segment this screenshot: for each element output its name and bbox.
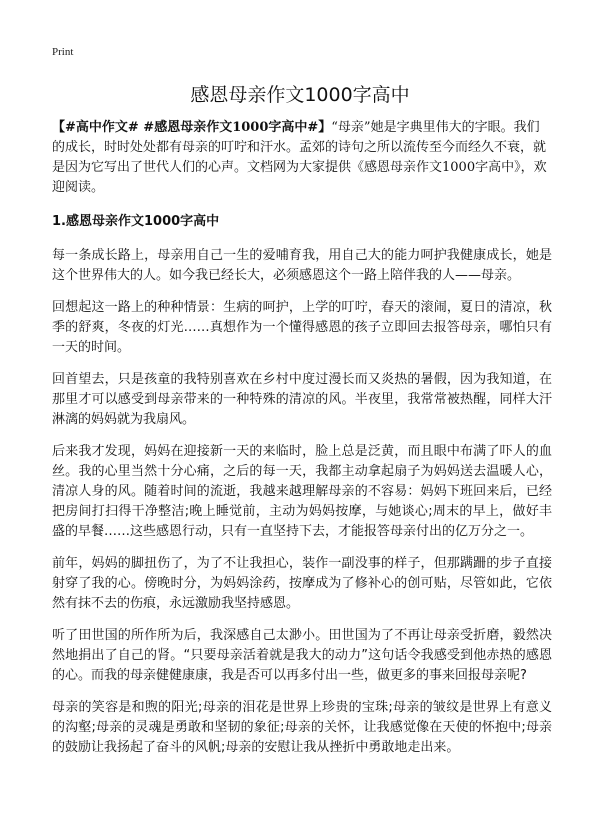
page-title: 感恩母亲作文1000字高中: [190, 84, 410, 106]
paragraph-3: 回首望去，只是孩童的我特别喜欢在乡村中度过漫长而又炎热的暑假，因为我知道，在那里才可以感受到母亲带来的一种特殊的清凉的风。半夜里，我常常被热醒，同样大汗淋漓的妈妈就为我扇风。: [52, 372, 552, 427]
paragraph-5: 前年，妈妈的脚扭伤了，为了不让我担心，装作一副没事的样子，但那蹒跚的步子直接射穿了我的心。傍晚时分，为妈妈涂药，按摩成为了修补心的创可贴，尽管如此，它依然有抹不去的伤痕，永远激励我坚持感恩。: [52, 556, 552, 611]
section-heading: 1.感恩母亲作文1000字高中: [52, 214, 220, 229]
paragraph-7: 母亲的笑容是和煦的阳光;母亲的泪花是世界上珍贵的宝珠;母亲的皱纹是世界上有意义的沟壑;母亲的灵魂是勇敢和坚韧的象征;母亲的关怀，让我感觉像在天使的怀抱中;母亲的鼓励让我扬起了奋斗的风帆;母亲的安慰让我从挫折中勇敢地走出来。: [52, 700, 552, 755]
intro-tag: 【#高中作文# #感恩母亲作文1000字高中#】: [52, 120, 332, 135]
paragraph-4: 后来我才发现，妈妈在迎接新一天的来临时，脸上总是泛黄，而且眼中布满了吓人的血丝。我的心里当然十分心痛，之后的每一天，我都主动拿起扇子为妈妈送去温暖人心，清凉人身的风。随着时间的流逝，我越来越理解母亲的不容易：妈妈下班回来后，已经把房间打扫得干净整洁;晚上睡觉前，主动为妈妈按摩，与她谈心;周末的早上，做好丰盛的早餐……这些感恩行动，只有一直坚持下去，才能报答母亲付出的亿万分之一。: [52, 444, 552, 539]
essay-text: [52, 246, 552, 758]
paragraph-2: 回想起这一路上的种种情景：生病的呵护，上学的叮咛，春天的滚闹，夏日的清凉，秋季的舒爽，冬夜的灯光……真想作为一个懂得感恩的孩子立即回去报答母亲，哪怕只有一天的时间。: [52, 300, 552, 355]
print-link[interactable]: Print: [52, 46, 74, 58]
intro-text: “母亲”她是字典里伟大的字眼。我们的成长，时时处处都有母亲的叮咛和汗水。孟郊的诗句之所以流传至今而经久不衰，就是因为它写出了世代人们的心声。文档网为大家提供《感恩母亲作文1000字高中》，欢迎阅读。: [52, 120, 547, 195]
article-body: [52, 118, 552, 770]
intro-paragraph: [52, 118, 552, 198]
paragraph-1: 每一条成长路上，母亲用自己一生的爱哺育我，用自己大的能力呵护我健康成长，她是这个世界伟大的人。如今我已经长大，必须感恩这个一路上陪伴我的人——母亲。: [52, 248, 552, 283]
paragraph-6: 听了田世国的所作所为后，我深感自己太渺小。田世国为了不再让母亲受折磨，毅然决然地捐出了自己的肾。“只要母亲活着就是我大的动力”这句话令我感受到他赤热的感恩的心。而我的母亲健健康康，我是否可以再多付出一些，做更多的事来回报母亲呢?: [52, 628, 552, 683]
